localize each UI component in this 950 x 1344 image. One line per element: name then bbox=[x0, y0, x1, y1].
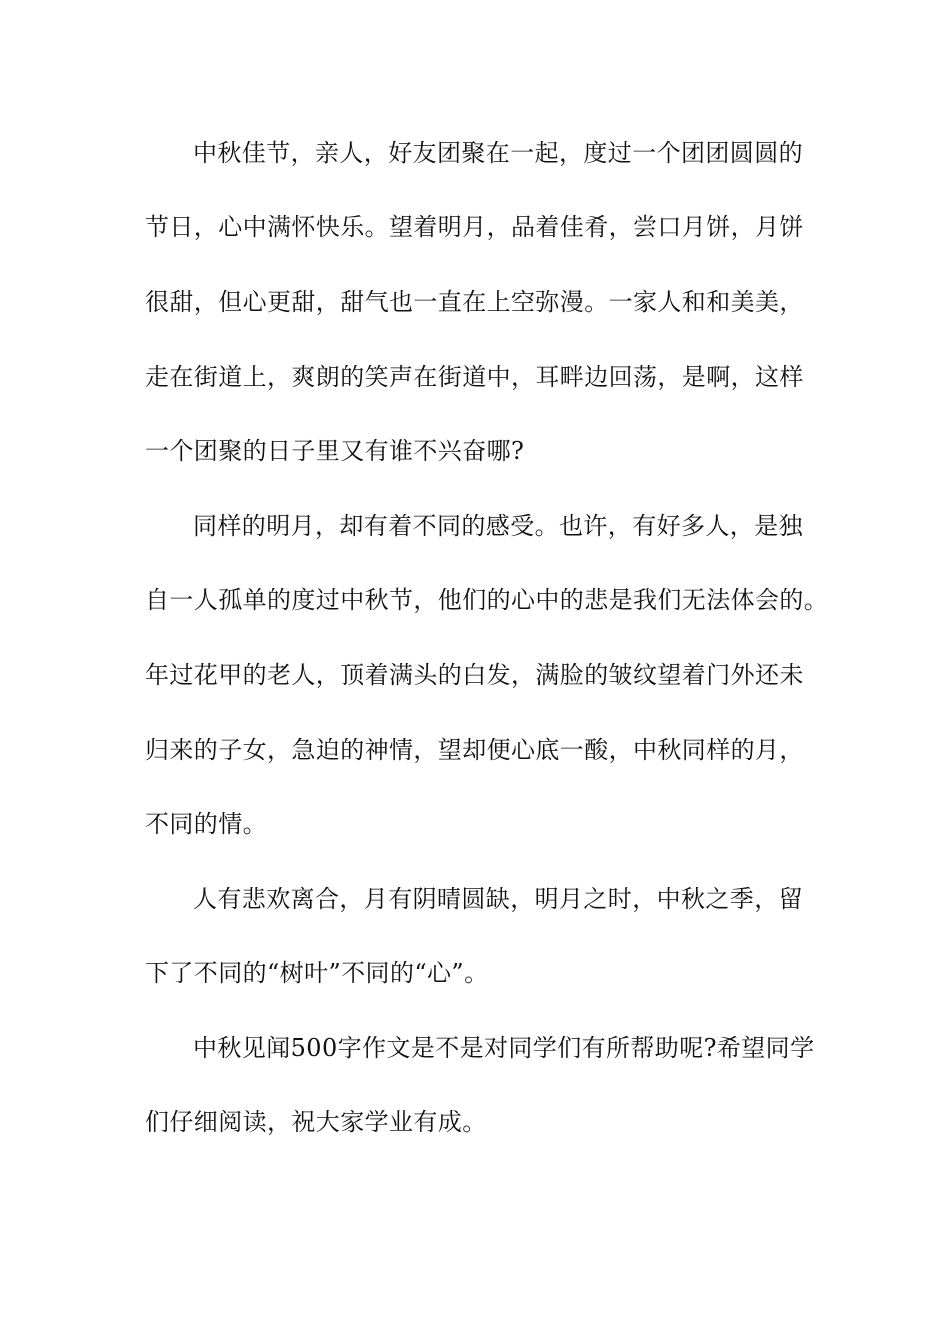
paragraph-3-line-1: 人有悲欢离合，月有阴晴圆缺，明月之时，中秋之季，留 bbox=[193, 885, 803, 913]
paragraph-4-line-2: 们仔细阅读，祝大家学业有成。 bbox=[145, 1108, 487, 1136]
paragraph-1-line-2: 节日，心中满怀快乐。望着明月，品着佳肴，尝口月饼，月饼 bbox=[145, 213, 804, 241]
paragraph-2-line-4: 归来的子女，急迫的神情，望却便心底一酸，中秋同样的月， bbox=[145, 736, 804, 764]
paragraph-2-line-3: 年过花甲的老人，顶着满头的白发，满脸的皱纹望着门外还未 bbox=[145, 661, 804, 689]
paragraph-3-line-2: 下了不同的“树叶”不同的“心”。 bbox=[145, 959, 489, 987]
paragraph-2-line-2: 自一人孤单的度过中秋节，他们的心中的悲是我们无法体会的。 bbox=[145, 586, 829, 614]
paragraph-1-line-5: 一个团聚的日子里又有谁不兴奋哪? bbox=[145, 437, 525, 465]
paragraph-2-line-1: 同样的明月，却有着不同的感受。也许，有好多人，是独 bbox=[193, 512, 803, 540]
paragraph-4-line-1: 中秋见闻500字作文是不是对同学们有所帮助呢?希望同学 bbox=[193, 1034, 815, 1062]
paragraph-1-line-4: 走在街道上，爽朗的笑声在街道中，耳畔边回荡，是啊，这样 bbox=[145, 363, 804, 391]
paragraph-2-line-5: 不同的情。 bbox=[145, 810, 267, 838]
paragraph-1-line-3: 很甜，但心更甜，甜气也一直在上空弥漫。一家人和和美美， bbox=[145, 288, 804, 316]
paragraph-1-line-1: 中秋佳节，亲人，好友团聚在一起，度过一个团团圆圆的 bbox=[193, 139, 803, 167]
